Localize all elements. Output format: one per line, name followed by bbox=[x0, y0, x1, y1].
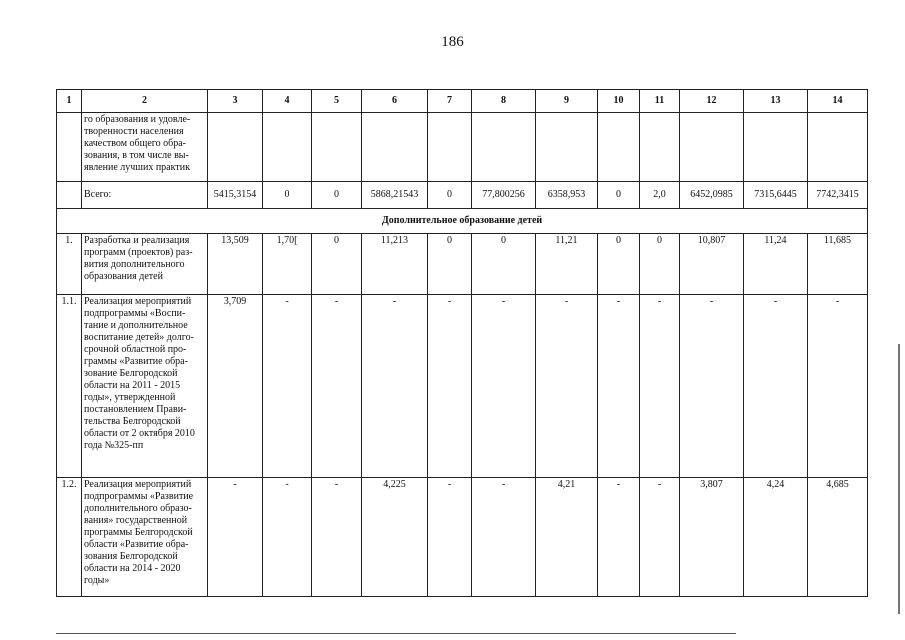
row-number: 1.1. bbox=[57, 295, 82, 478]
row-name: Всего: bbox=[82, 182, 208, 209]
value-cell bbox=[640, 113, 680, 182]
table-row bbox=[57, 295, 868, 478]
row-number bbox=[57, 113, 82, 182]
column-header: 4 bbox=[263, 90, 312, 113]
value-cell: - bbox=[472, 295, 536, 478]
value-cell: - bbox=[536, 295, 598, 478]
value-cell: 7742,3415 bbox=[808, 182, 868, 209]
value-cell: - bbox=[208, 478, 263, 597]
column-header: 14 bbox=[808, 90, 868, 113]
scan-edge-mark bbox=[898, 344, 900, 614]
value-cell bbox=[680, 113, 744, 182]
value-cell bbox=[428, 113, 472, 182]
value-cell: 13,509 bbox=[208, 234, 263, 295]
value-cell: 11,24 bbox=[744, 234, 808, 295]
value-cell: 1,70[ bbox=[263, 234, 312, 295]
section-title: Дополнительное образование детей bbox=[57, 209, 868, 234]
footer-line bbox=[56, 633, 736, 634]
value-cell: 6358,953 bbox=[536, 182, 598, 209]
column-header: 5 bbox=[312, 90, 362, 113]
value-cell: 4,24 bbox=[744, 478, 808, 597]
value-cell bbox=[536, 113, 598, 182]
row-name: Реализация мероприятий подпрограммы «Развитие дополнительного образо-вания» государственной программы Белгородской области «Развитие обра-зования Белгородской области на 2014 - 2020 годы» bbox=[82, 478, 208, 597]
column-header: 8 bbox=[472, 90, 536, 113]
value-cell: - bbox=[428, 295, 472, 478]
column-header: 10 bbox=[598, 90, 640, 113]
value-cell: 5868,21543 bbox=[362, 182, 428, 209]
column-header: 11 bbox=[640, 90, 680, 113]
value-cell bbox=[744, 113, 808, 182]
value-cell: 10,807 bbox=[680, 234, 744, 295]
value-cell: 0 bbox=[428, 182, 472, 209]
value-cell: - bbox=[263, 295, 312, 478]
page-number: 186 bbox=[441, 34, 464, 50]
header-row bbox=[57, 90, 868, 113]
value-cell: 4,225 bbox=[362, 478, 428, 597]
value-cell: - bbox=[428, 478, 472, 597]
value-cell: 0 bbox=[428, 234, 472, 295]
value-cell: 0 bbox=[312, 234, 362, 295]
column-header: 6 bbox=[362, 90, 428, 113]
value-cell bbox=[312, 113, 362, 182]
value-cell: 2,0 bbox=[640, 182, 680, 209]
value-cell: 6452,0985 bbox=[680, 182, 744, 209]
value-cell: 0 bbox=[263, 182, 312, 209]
value-cell: - bbox=[472, 478, 536, 597]
value-cell: - bbox=[312, 478, 362, 597]
column-header: 7 bbox=[428, 90, 472, 113]
table-row bbox=[57, 234, 868, 295]
value-cell: 11,685 bbox=[808, 234, 868, 295]
value-cell: 11,213 bbox=[362, 234, 428, 295]
value-cell: - bbox=[640, 478, 680, 597]
column-header: 3 bbox=[208, 90, 263, 113]
value-cell: 3,709 bbox=[208, 295, 263, 478]
value-cell: 0 bbox=[598, 234, 640, 295]
section-row bbox=[57, 209, 868, 234]
column-header: 13 bbox=[744, 90, 808, 113]
value-cell: 0 bbox=[472, 234, 536, 295]
row-number bbox=[57, 182, 82, 209]
value-cell: - bbox=[598, 295, 640, 478]
value-cell: - bbox=[263, 478, 312, 597]
column-header: 2 bbox=[82, 90, 208, 113]
value-cell bbox=[208, 113, 263, 182]
value-cell bbox=[598, 113, 640, 182]
column-header: 9 bbox=[536, 90, 598, 113]
value-cell: - bbox=[598, 478, 640, 597]
value-cell: 0 bbox=[312, 182, 362, 209]
value-cell: - bbox=[640, 295, 680, 478]
row-name: Разработка и реализация программ (проектов) раз-вития дополнительного образования детей bbox=[82, 234, 208, 295]
value-cell bbox=[263, 113, 312, 182]
value-cell: - bbox=[362, 295, 428, 478]
row-number: 1.2. bbox=[57, 478, 82, 597]
value-cell: 11,21 bbox=[536, 234, 598, 295]
table-row-total bbox=[57, 182, 868, 209]
value-cell: 4,21 bbox=[536, 478, 598, 597]
table-row-continuation bbox=[57, 113, 868, 182]
value-cell: - bbox=[744, 295, 808, 478]
value-cell: 0 bbox=[598, 182, 640, 209]
row-name: го образования и удовле-творенности населения качеством общего обра-зования, в том числе вы-явление лучших практик bbox=[82, 113, 208, 182]
column-header: 1 bbox=[57, 90, 82, 113]
value-cell: - bbox=[680, 295, 744, 478]
row-number: 1. bbox=[57, 234, 82, 295]
value-cell: - bbox=[808, 295, 868, 478]
value-cell: 3,807 bbox=[680, 478, 744, 597]
value-cell: - bbox=[312, 295, 362, 478]
value-cell bbox=[362, 113, 428, 182]
value-cell: 7315,6445 bbox=[744, 182, 808, 209]
value-cell bbox=[808, 113, 868, 182]
value-cell: 77,800256 bbox=[472, 182, 536, 209]
value-cell: 0 bbox=[640, 234, 680, 295]
column-header: 12 bbox=[680, 90, 744, 113]
table-row bbox=[57, 478, 868, 597]
value-cell bbox=[472, 113, 536, 182]
value-cell: 4,685 bbox=[808, 478, 868, 597]
budget-table bbox=[56, 89, 868, 597]
row-name: Реализация мероприятий подпрограммы «Воспи-тание и дополнительное воспитание детей» долго-срочной областной про-граммы «Развитие обра-зование Белгородской области на 2011 - 2015 годы», утвержденной постановлением Прави-тельства Белгородской области от 2 октября 2010 года №325-пп bbox=[82, 295, 208, 478]
value-cell: 5415,3154 bbox=[208, 182, 263, 209]
